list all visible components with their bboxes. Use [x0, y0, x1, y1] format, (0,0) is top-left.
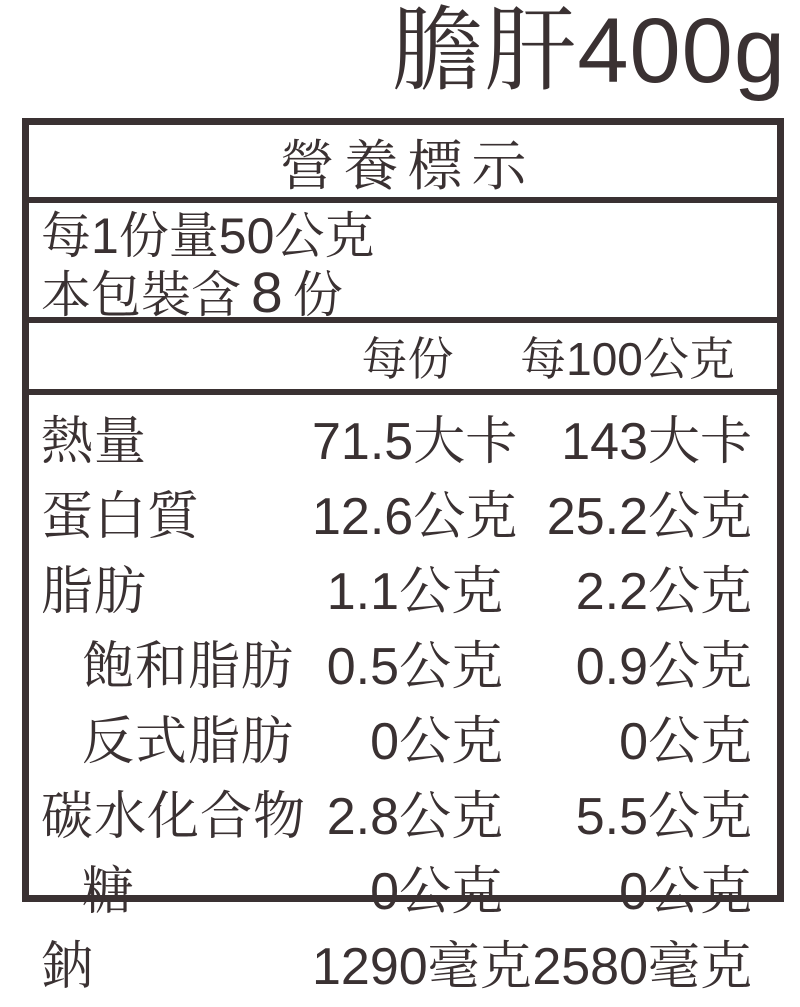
- nutrient-label: 碳水化合物: [41, 788, 307, 846]
- value-per-serving: 12.6公克: [312, 488, 518, 546]
- nutrient-rows: [29, 395, 777, 1007]
- table-row-calories: [41, 399, 752, 474]
- table-row-carbohydrate: [41, 774, 752, 849]
- value-per-serving: 2.8公克: [326, 788, 503, 846]
- value-per-serving: 0.5公克: [326, 638, 503, 696]
- value-per-100g: 0.9公克: [575, 638, 752, 696]
- table-row-trans-fat: [41, 699, 752, 774]
- nutrient-label: 鈉: [41, 938, 95, 996]
- servings-per-package-line: [41, 261, 777, 325]
- column-header-per-serving: 每份: [361, 333, 454, 385]
- table-header: [29, 125, 777, 203]
- table-row-protein: [41, 474, 752, 549]
- nutrient-label: 糖: [82, 863, 136, 921]
- value-per-serving: 1290毫克: [312, 938, 532, 996]
- value-per-100g: 5.5公克: [575, 788, 752, 846]
- table-row-sugar: [41, 849, 752, 924]
- nutrient-label: 反式脂肪: [82, 713, 295, 771]
- table-row-sodium: [41, 924, 752, 999]
- value-per-serving: 0公克: [370, 713, 503, 771]
- servings-suffix: 份: [292, 267, 343, 323]
- column-header-row: [29, 323, 777, 395]
- nutrition-table: [22, 118, 784, 996]
- table-row-saturated-fat: [41, 624, 752, 699]
- value-per-100g: 0公克: [619, 713, 752, 771]
- serving-size-line: 每1份量50公克: [41, 208, 375, 264]
- table-header-text: 營養標示: [279, 134, 536, 197]
- nutrient-label: 飽和脂肪: [82, 638, 295, 696]
- value-per-100g: 143大卡: [561, 413, 752, 471]
- value-per-serving: 0公克: [370, 863, 503, 921]
- value-per-100g: 2580毫克: [532, 938, 752, 996]
- value-per-100g: 2.2公克: [575, 563, 752, 621]
- product-title: 膽肝400g: [391, 0, 786, 102]
- value-per-serving: 71.5大卡: [312, 413, 518, 471]
- servings-count: 8: [251, 261, 283, 325]
- serving-info-section: [29, 203, 777, 323]
- value-per-100g: 25.2公克: [546, 488, 752, 546]
- table-row-fat: [41, 549, 752, 624]
- nutrient-label: 蛋白質: [41, 488, 201, 546]
- value-per-100g: 0公克: [619, 863, 752, 921]
- servings-prefix: 本包裝含: [41, 267, 241, 323]
- value-per-serving: 1.1公克: [326, 563, 503, 621]
- nutrient-label: 脂肪: [41, 563, 148, 621]
- column-header-per-100g: 每100公克: [520, 333, 735, 385]
- nutrient-label: 熱量: [41, 413, 148, 471]
